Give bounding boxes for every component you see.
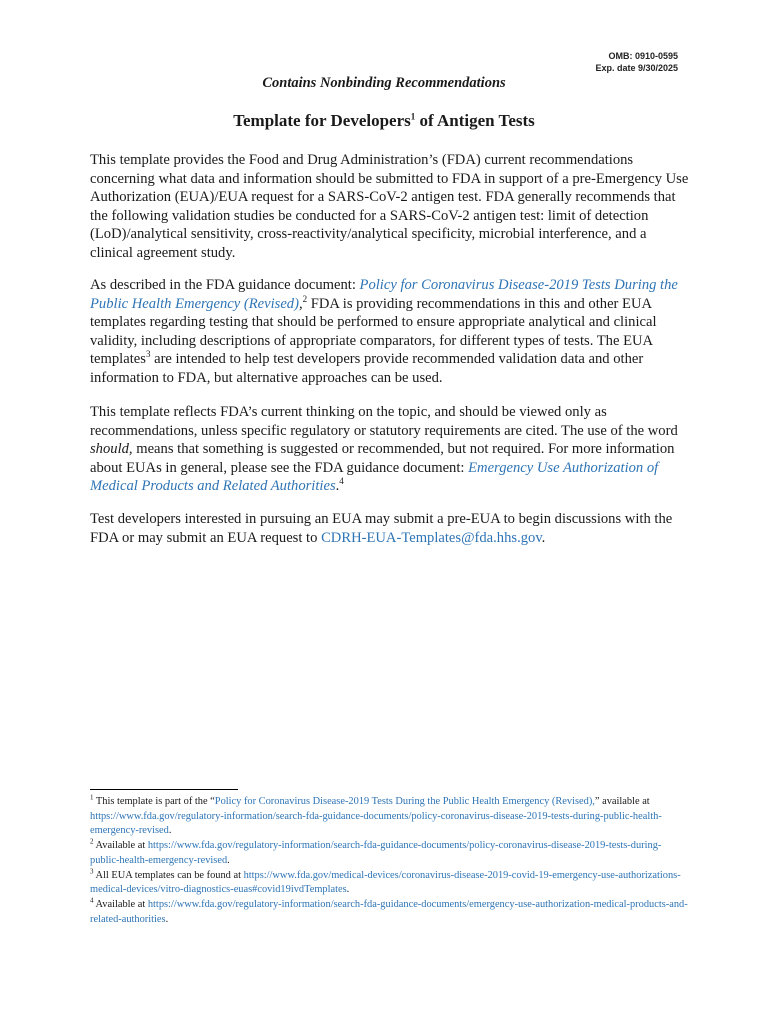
footnotes [90, 795, 690, 927]
footnote-text: . [346, 884, 350, 896]
footnote-number: 3 [90, 867, 94, 876]
footnote-text: . [227, 854, 230, 866]
footnote-ref-1[interactable]: 1 [410, 111, 416, 122]
footnote-2 [90, 839, 690, 868]
footnote-text: All EUA templates can be found at [93, 869, 244, 881]
footnote-separator [90, 789, 238, 790]
paragraph-text: means that something is suggested or recommended, but not required. For more information about EUAs in general, please see the FDA guidance document: [90, 441, 675, 476]
footnote-ref-3[interactable]: 3 [145, 349, 151, 360]
footnote-url-link[interactable]: https://www.fda.gov/regulatory-information/search-fda-guidance-documents/emergency-use-authorization-medical-products-and-related-authorities [90, 898, 688, 925]
paragraph-text: are intended to help test developers provide recommended validation data and other information to FDA, but alternative approaches can be used. [90, 351, 644, 386]
footnote-3 [90, 869, 690, 898]
policy-guidance-link[interactable]: Policy for Coronavirus Disease-2019 Tests During the Public Health Emergency (Revised) [90, 277, 678, 312]
paragraph-contact [90, 510, 690, 547]
footnote-number: 4 [90, 896, 94, 905]
footnote-text: Available at [93, 898, 148, 910]
footnote-url-link[interactable]: https://www.fda.gov/medical-devices/coronavirus-disease-2019-covid-19-emergency-use-authorizations-medical-devices/vitro-diagnostics-euas#covid19ivdTemplates [90, 869, 681, 896]
paragraph-text: . [335, 478, 340, 495]
footnote-4 [90, 898, 690, 927]
footnote-text: This template is part of the “ [93, 796, 215, 807]
footnote-policy-link[interactable]: Policy for Coronavirus Disease-2019 Tests During the Public Health Emergency (Revised), [214, 796, 595, 807]
footnote-ref-2[interactable]: 2 [302, 293, 308, 304]
footnote-url-link[interactable]: https://www.fda.gov/regulatory-information/search-fda-guidance-documents/policy-coronavirus-disease-2019-tests-during-public-health-emergency-revised [90, 810, 662, 837]
footnote-text: ” available at [594, 796, 650, 807]
omb-control-block [595, 50, 678, 74]
paragraph-text: , [298, 295, 303, 312]
footnote-url-link[interactable]: https://www.fda.gov/regulatory-information/search-fda-guidance-documents/policy-coronavirus-disease-2019-tests-during-public-health-emergency-revised [90, 840, 662, 866]
footnote-1 [90, 795, 690, 839]
paragraph-text: This template reflects FDA’s current thinking on the topic, and should be viewed only as recommendations, unless specific regulatory or statutory requirements are cited. The use of the word [90, 404, 678, 439]
paragraph-text: FDA is providing recommendations in this and other EUA templates regarding testing that should be performed to ensure appropriate analytical and clinical validity, including descriptions of appropriate comparators, for different types of tests. The EUA templates [90, 295, 657, 368]
paragraph-intro: This template provides the Food and Drug Administration’s (FDA) current recommendations concerning what data and information should be submitted to FDA in support of a pre-Emergency Use Authorization (EUA)/EUA request for a SARS-CoV-2 antigen test. FDA generally recommends that the following validation studies be conducted for a SARS-CoV-2 antigen test: limit of detection (LoD)/analytical sensitivity, cross-reactivity/analytical specificity, microbial interference, and a clinical agreement study. [90, 152, 689, 261]
eua-guidance-link[interactable]: Emergency Use Authorization of Medical Products and Related Authorities [90, 459, 659, 495]
footnote-text: . [165, 913, 169, 925]
paragraph-text: Test developers interested in pursuing an EUA may submit a pre-EUA to begin discussions with the FDA or may submit an EUA request to [90, 511, 673, 546]
paragraph-thinking [90, 403, 690, 496]
title-text-end: of Antigen Tests [415, 111, 535, 130]
expiration-date: Exp. date 9/30/2025 [595, 63, 678, 73]
footnote-text: . [168, 825, 172, 837]
footnote-number: 2 [90, 837, 94, 846]
emphasis-should: should, [90, 441, 133, 458]
footnote-text: Available at [93, 840, 148, 852]
omb-number: OMB: 0910-0595 [608, 51, 678, 61]
footnote-number: 1 [90, 793, 94, 802]
email-link[interactable]: CDRH-EUA-Templates@fda.hhs.gov [321, 529, 542, 546]
document-title [0, 111, 768, 131]
paragraph-text: . [541, 529, 546, 546]
paragraph-text: As described in the FDA guidance document: [90, 277, 360, 293]
nonbinding-header: Contains Nonbinding Recommendations [262, 75, 506, 91]
title-text: Template for Developers [233, 111, 411, 130]
paragraph-guidance [90, 276, 690, 388]
footnote-ref-4[interactable]: 4 [339, 476, 344, 487]
